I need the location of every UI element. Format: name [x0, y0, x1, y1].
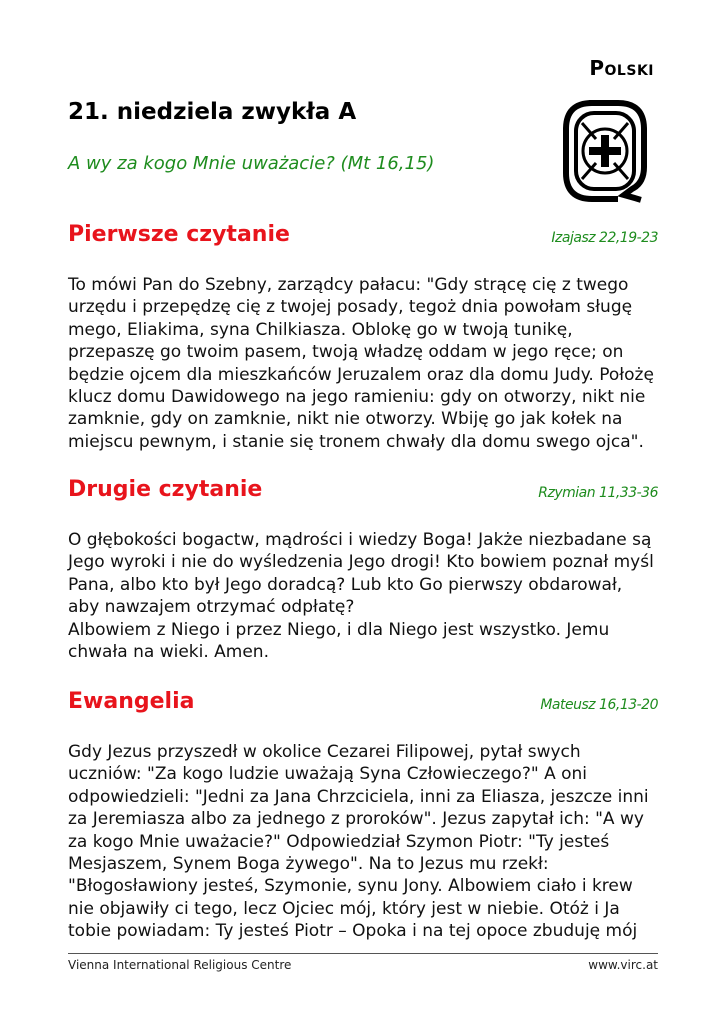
- scripture-reference: Mateusz 16,13-20: [540, 697, 658, 713]
- motto: A wy za kogo Mnie uważacie? (Mt 16,15): [68, 153, 435, 174]
- language-label: Polski: [589, 56, 654, 80]
- section-first-reading: [68, 222, 658, 453]
- reading-text: O głębokości bogactw, mądrości i wiedzy Boga! Jakże niezbadane są Jego wyroki i nie do wyśledzenia Jego drogi! Kto bowiem poznał myśl Pana, albo kto był Jego doradcą? Lub kto Go pierwszy obdarował, aby nawzajem otrzymać odpłatę? Albowiem z Niego i przez Niego, i dla Niego jest wszystko. Jemu chwała na wieki. Amen.: [68, 530, 654, 663]
- section-header: [68, 477, 658, 511]
- footer-website-link[interactable]: www.virc.at: [588, 958, 658, 972]
- section-gospel: [68, 689, 658, 943]
- section-title: Drugie czytanie: [68, 477, 263, 502]
- section-second-reading: [68, 477, 658, 663]
- page-title: 21. niedziela zwykła A: [68, 99, 357, 125]
- section-header: [68, 689, 658, 723]
- scripture-reference: Rzymian 11,33-36: [538, 485, 658, 501]
- section-title: Ewangelia: [68, 689, 195, 714]
- reading-text: To mówi Pan do Szebny, zarządcy pałacu: "Gdy strącę cię z twego urzędu i przepędzę cię z twojej posady, tegoż dnia powołam sługę mego, Eliakima, syna Chilkiasza. Oblokę go w twoją tunikę, przepaszę go twoim pasem, twoją władzę oddam w jego ręce; on będzie ojcem dla mieszkańców Jeruzalem oraz dla domu Judy. Położę klucz domu Dawidowego na jego ramieniu: gdy on otworzy, nikt nie zamknie, gdy on zamknie, nikt nie otworzy. Wbiję go jak kołek na miejscu pewnym, i stanie się tronem chwały dla domu swego ojca".: [68, 275, 654, 452]
- footer-organization: Vienna International Religious Centre: [68, 958, 292, 972]
- footer-divider: [68, 953, 658, 954]
- scripture-reference: Izajasz 22,19-23: [551, 230, 658, 246]
- section-title: Pierwsze czytanie: [68, 222, 290, 247]
- virc-emblem-icon: [562, 99, 648, 203]
- reading-text: Gdy Jezus przyszedł w okolice Cezarei Filipowej, pytał swych uczniów: "Za kogo ludzie uważają Syna Człowieczego?" A oni odpowiedzieli: "Jedni za Jana Chrzciciela, inni za Eliasza, jeszcze inni za Jeremiasza albo za jednego z proroków". Jezus zapytał ich: "A wy za kogo Mnie uważacie?" Odpowiedział Szymon Piotr: "Ty jesteś Mesjaszem, Synem Boga żywego". Na to Jezus mu rzekł: "Błogosławiony jesteś, Szymonie, synu Jony. Albowiem ciało i krew nie objawiły ci tego, lecz Ojciec mój, który jest w niebie. Otóż i Ja tobie powiadam: Ty jesteś Piotr – Opoka i na tej opoce zbuduję mój: [68, 742, 649, 942]
- section-header: [68, 222, 658, 256]
